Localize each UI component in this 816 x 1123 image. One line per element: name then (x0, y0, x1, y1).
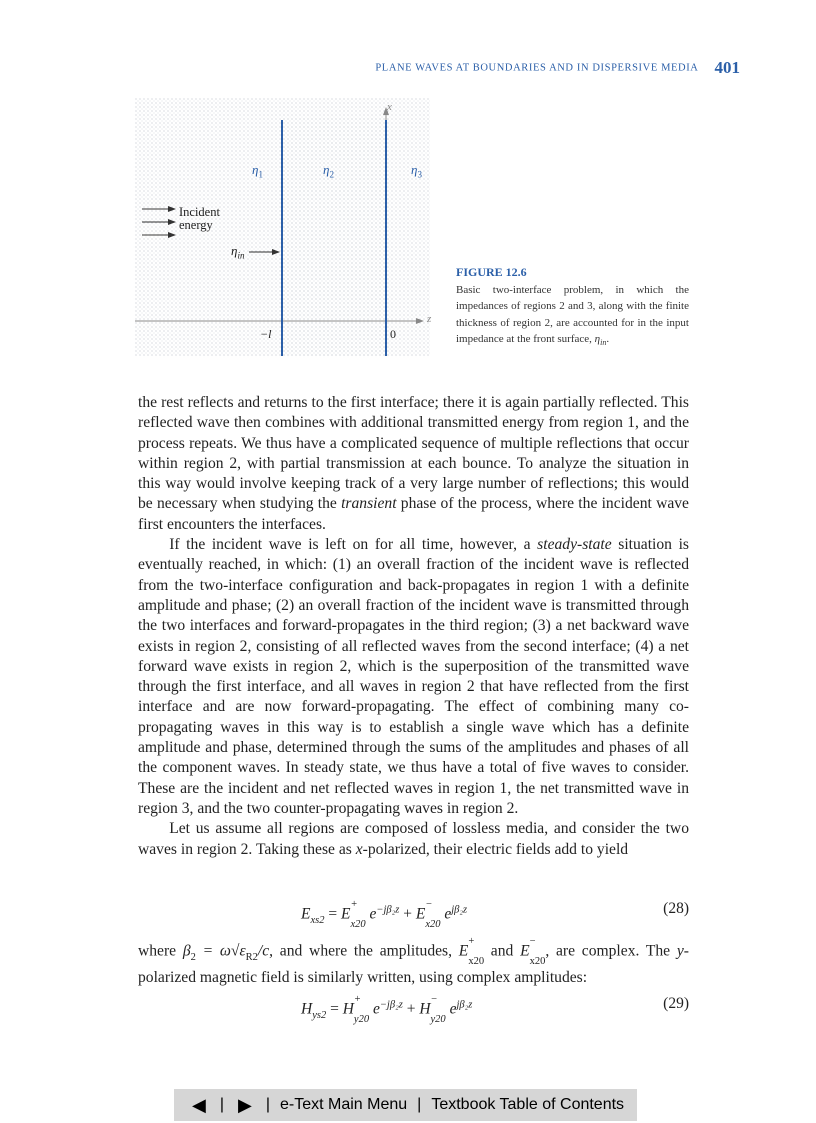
eta3-label: $\eta_3$ (411, 162, 422, 180)
nav-separator: | (265, 1096, 270, 1113)
paragraph-3: Let us assume all regions are composed of lossless media, and consider the two waves in region 2. Taking these as x-polarized, their electric fields add to yield (138, 820, 689, 858)
figure-caption (456, 264, 689, 351)
paragraph-1: the rest reflects and returns to the first interface; there it is again partially reflected. This reflected wave then combines with additional transmitted energy from region 1, and the process repeats. We thus have a complicated sequence of multiple reflections that occur within region 2, with partial transmission at each bounce. To analyze the situation in this way would involve keeping track of a very large number of reflections; this would be necessary when studying the transient phase of the process, where the incident wave first encounters the interfaces. (138, 394, 689, 533)
caption-end: . (606, 332, 610, 345)
between-text (138, 937, 689, 988)
equation-28 (138, 899, 689, 931)
paragraph-2: If the incident wave is left on for all time, however, a steady-state situation is eventually reached, in which: (1) an overall fraction of the incident wave is reflected from the two-interface configuration and back-propagates in region 1 with a definite amplitude and phase; (2) an overall fraction of the incident wave is transmitted through the two interfaces and forward-propagates in the third region; (3) a net backward wave exists in region 2, consisting of all reflected waves from the second interface; (4) a net forward wave exists in region 2, which is the superposition of the transmitted wave through the first interface, and all waves in region 2 that have reflected from the first interface and are now forward-propagating. The effect of combining many co-propagating waves in this way is to establish a single wave which has a definite amplitude and phase, determined through the sums of the amplitudes and phases of all the component waves. In steady state, we thus have a total of five waves to consider. These are the incident and net reflected waves in region 1, the net transmitted wave in region 3, and the two counter-propagating waves in region 2. (138, 536, 689, 817)
etext-main-menu-link[interactable]: e-Text Main Menu (280, 1096, 408, 1113)
next-page-icon[interactable]: ▶ (238, 1094, 252, 1115)
axis-x-label: x (387, 101, 392, 113)
page-number: 401 (714, 58, 740, 77)
running-head: PLANE WAVES AT BOUNDARIES AND IN DISPERSIVE MEDIA (375, 62, 699, 74)
caption-text: Basic two-interface problem, in which the impedances of regions 2 and 3, along with the finite thickness of region 2, are accounted for in the input impedance at the front surface, (456, 284, 689, 345)
incident-energy-label: Incident energy (179, 205, 220, 232)
nav-separator: | (417, 1096, 422, 1113)
eta2-label: $\eta_2$ (323, 162, 334, 180)
paragraph-4: where $\beta_2 = \omega√\varepsilon_{R2}/c$, and where the amplitudes, E+ $_{x20}$ and E− $_{x20}$, are complex. The y-polarized magnetic field is similarly written, using complex amplitudes: (138, 936, 689, 987)
tick-origin: 0 (390, 327, 396, 341)
prev-page-icon[interactable]: ◀ (192, 1094, 206, 1115)
axis-z-label: z (427, 313, 432, 325)
equation-29-number: (29) (663, 995, 689, 1012)
tick-minus-l: −l (260, 327, 272, 341)
figure-12-6 (135, 98, 445, 360)
nav-separator: | (219, 1096, 224, 1113)
caption-eta: $\eta_{in}$ (594, 332, 607, 347)
table-of-contents-link[interactable]: Textbook Table of Contents (431, 1096, 625, 1113)
region-2-slab (282, 118, 388, 356)
equation-29 (138, 994, 689, 1026)
etext-nav-bar (174, 1089, 637, 1121)
equation-29-math: $H_{ys2} = H^+$ $_{y20}$ $e^{-j\beta_2z} + H^-$ $_{y20}$ $e^{j\beta_2z}$ (301, 994, 473, 1026)
equation-28-math: $E_{xs2} = E^+$ $_{x20}$ $e^{-j\beta_2z} + E^-$ $_{x20}$ $e^{j\beta_2z}$ (301, 899, 468, 931)
page-header (0, 58, 740, 78)
caption-title: FIGURE 12.6 (456, 265, 527, 279)
eta-in-label: $\eta_{in}$ (231, 243, 245, 261)
equation-28-number: (28) (663, 900, 689, 917)
eta1-label: $\eta_1$ (252, 162, 263, 180)
body-text (138, 393, 689, 860)
